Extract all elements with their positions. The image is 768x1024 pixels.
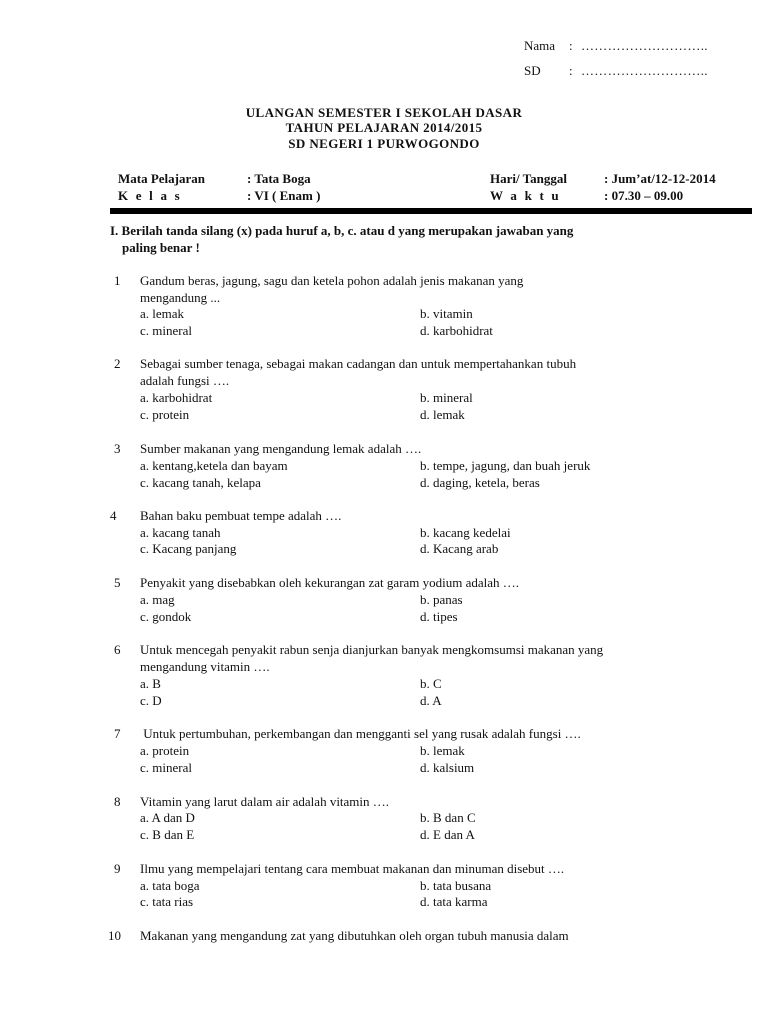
- option-a: a. A dan D: [140, 810, 195, 825]
- school-blank: ………………………..: [581, 63, 708, 78]
- option-d: d. E dan A: [420, 827, 475, 842]
- time-label: W a k t u: [490, 188, 561, 203]
- school-colon: :: [569, 63, 573, 78]
- question-number: 6: [114, 642, 121, 657]
- question-text: mengandung ...: [140, 290, 221, 305]
- question-number: 2: [114, 356, 121, 371]
- name-colon: :: [569, 38, 573, 53]
- option-c: c. B dan E: [140, 827, 195, 842]
- option-a: a. tata boga: [140, 878, 200, 893]
- option-c: c. tata rias: [140, 894, 194, 909]
- date-value: : Jum’at/12-12-2014: [604, 171, 716, 186]
- question-text: Untuk mencegah penyakit rabun senja dianjurkan banyak mengkomsumsi makanan yang: [140, 642, 604, 657]
- option-d: d. daging, ketela, beras: [420, 475, 540, 490]
- question-number: 1: [114, 273, 121, 288]
- option-a: a. mag: [140, 592, 175, 607]
- question-number: 7: [114, 726, 121, 741]
- option-d: d. lemak: [420, 407, 465, 422]
- exam-school: SD NEGERI 1 PURWOGONDO: [288, 136, 480, 151]
- option-d: d. kalsium: [420, 760, 475, 775]
- question-text: Gandum beras, jagung, sagu dan ketela pohon adalah jenis makanan yang: [140, 273, 524, 288]
- question-number: 8: [114, 794, 121, 809]
- date-label: Hari/ Tanggal: [490, 171, 567, 186]
- question-text: Bahan baku pembuat tempe adalah ….: [140, 508, 342, 523]
- name-blank: ………………………..: [581, 38, 708, 53]
- question-text: Makanan yang mengandung zat yang dibutuhkan oleh organ tubuh manusia dalam: [140, 928, 569, 943]
- option-c: c. D: [140, 693, 162, 708]
- question-text: Ilmu yang mempelajari tentang cara membuat makanan dan minuman disebut ….: [140, 861, 565, 876]
- question-text: Vitamin yang larut dalam air adalah vitamin ….: [140, 794, 390, 809]
- question-text: mengandung vitamin ….: [140, 659, 270, 674]
- exam-year: TAHUN PELAJARAN 2014/2015: [285, 120, 483, 135]
- question-number: 5: [114, 575, 121, 590]
- option-d: d. karbohidrat: [420, 323, 493, 338]
- option-c: c. Kacang panjang: [140, 541, 237, 556]
- question-number: 10: [108, 928, 121, 943]
- subject-value: : Tata Boga: [247, 171, 311, 186]
- option-c: c. mineral: [140, 760, 192, 775]
- option-b: b. panas: [420, 592, 463, 607]
- option-a: a. protein: [140, 743, 190, 758]
- option-a: a. karbohidrat: [140, 390, 213, 405]
- class-value: : VI ( Enam ): [247, 188, 321, 203]
- option-c: c. kacang tanah, kelapa: [140, 475, 261, 490]
- time-value: : 07.30 – 09.00: [604, 188, 684, 203]
- option-a: a. B: [140, 676, 161, 691]
- option-d: d. A: [420, 693, 442, 708]
- option-b: b. kacang kedelai: [420, 525, 511, 540]
- option-c: c. protein: [140, 407, 190, 422]
- class-label: K e l a s: [118, 188, 182, 203]
- question-text: Penyakit yang disebabkan oleh kekurangan zat garam yodium adalah ….: [140, 575, 520, 590]
- option-b: b. C: [420, 676, 442, 691]
- option-c: c. gondok: [140, 609, 192, 624]
- subject-label: Mata Pelajaran: [118, 171, 206, 186]
- option-b: b. mineral: [420, 390, 473, 405]
- question-number: 9: [114, 861, 121, 876]
- instruction-line-2: paling benar !: [122, 240, 200, 255]
- question-text: Sebagai sumber tenaga, sebagai makan cadangan dan untuk mempertahankan tubuh: [140, 356, 577, 371]
- option-b: b. tata busana: [420, 878, 492, 893]
- option-b: b. lemak: [420, 743, 465, 758]
- exam-title: ULANGAN SEMESTER I SEKOLAH DASAR: [245, 105, 523, 120]
- option-c: c. mineral: [140, 323, 192, 338]
- option-d: d. tata karma: [420, 894, 488, 909]
- option-b: b. vitamin: [420, 306, 473, 321]
- option-a: a. kentang,ketela dan bayam: [140, 458, 288, 473]
- name-label: Nama: [524, 38, 556, 53]
- instruction-line-1: I. Berilah tanda silang (x) pada huruf a, b, c. atau d yang merupakan jawaban yang: [110, 223, 574, 238]
- question-text: Untuk pertumbuhan, perkembangan dan mengganti sel yang rusak adalah fungsi ….: [140, 726, 581, 741]
- question-number: 4: [110, 508, 117, 523]
- question-text: adalah fungsi ….: [140, 373, 230, 388]
- question-text: Sumber makanan yang mengandung lemak adalah ….: [140, 441, 422, 456]
- option-b: b. B dan C: [420, 810, 476, 825]
- header-divider: [110, 208, 752, 214]
- option-a: a. kacang tanah: [140, 525, 221, 540]
- option-d: d. tipes: [420, 609, 458, 624]
- option-d: d. Kacang arab: [420, 541, 499, 556]
- option-a: a. lemak: [140, 306, 185, 321]
- question-number: 3: [114, 441, 121, 456]
- school-label: SD: [524, 63, 541, 78]
- option-b: b. tempe, jagung, dan buah jeruk: [420, 458, 591, 473]
